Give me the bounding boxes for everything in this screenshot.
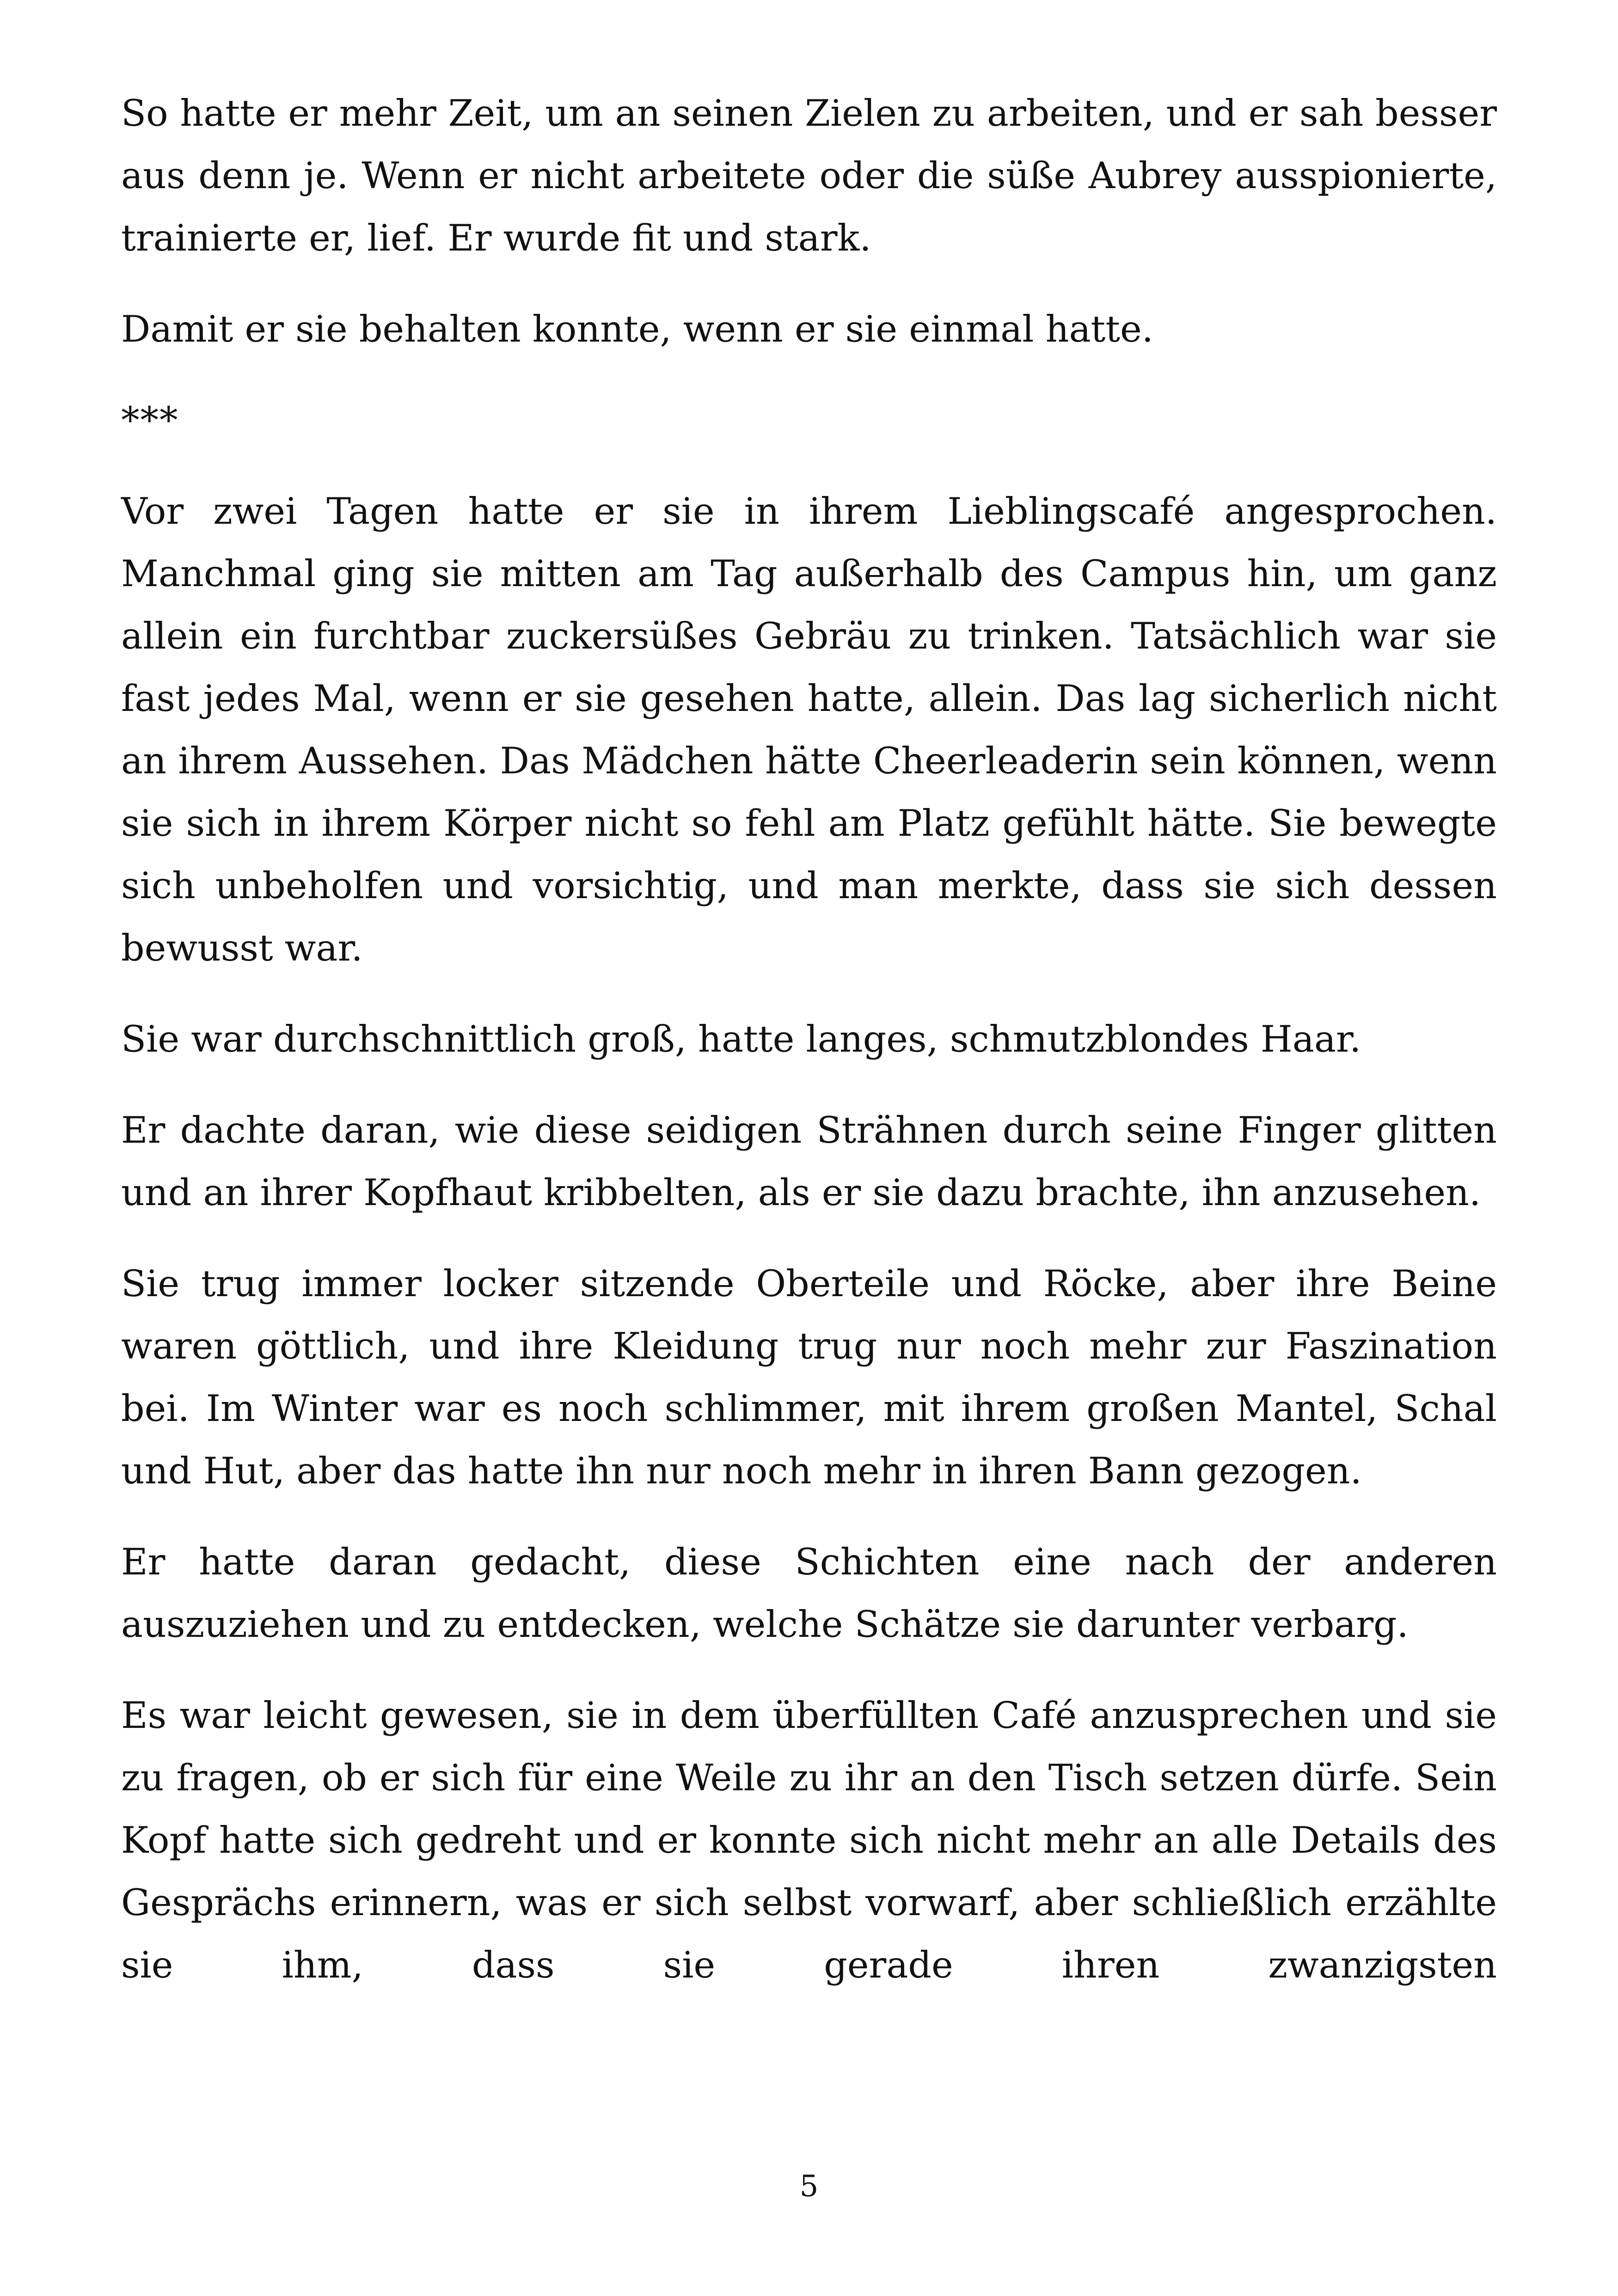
paragraph-4: Sie war durchschnittlich groß, hatte langes, schmutzblondes Haar. [121,1018,1361,1060]
page-number: 5 [799,2169,819,2204]
paragraph-1: So hatte er mehr Zeit, um an seinen Zielen zu arbeiten, und er sah besser aus denn je. Wenn er nicht arbeitete oder die süße Aubrey ausspionierte, trainierte er, lief. Er wurde fit und stark. [121,92,1497,259]
paragraph-7: Er hatte daran gedacht, diese Schichten eine nach der anderen auszuziehen und zu entdecken, welche Schätze sie darunter verbarg. [121,1541,1497,1646]
scene-separator: *** [121,399,179,441]
paragraph-6: Sie trug immer locker sitzende Oberteile und Röcke, aber ihre Beine waren göttlich, und ihre Kleidung trug nur noch mehr zur Faszination bei. Im Winter war es noch schlimmer, mit ihrem großen Mantel, Schal und Hut, aber das hatte ihn nur noch mehr in ihren Bann gezogen. [121,1262,1497,1492]
paragraph-3: Vor zwei Tagen hatte er sie in ihrem Lieblingscafé angesprochen. Manchmal ging sie mitten am Tag außerhalb des Campus hin, um ganz allein ein furchtbar zuckersüßes Gebräu zu trinken. Tatsächlich war sie fast jedes Mal, wenn er sie gesehen hatte, allein. Das lag sicherlich nicht an ihrem Aussehen. Das Mädchen hätte Cheerleaderin sein können, wenn sie sich in ihrem Körper nicht so fehl am Platz gefühlt hätte. Sie bewegte sich unbeholfen und vorsichtig, und man merkte, dass sie sich dessen bewusst war. [121,490,1497,969]
paragraph-8: Es war leicht gewesen, sie in dem überfüllten Café anzusprechen und sie zu fragen, ob er sich für eine Weile zu ihr an den Tisch setzen dürfe. Sein Kopf hatte sich gedreht und er konnte sich nicht mehr an alle Details des Gesprächs erinnern, was er sich selbst vorwarf, aber schließlich erzählte sie ihm, dass sie gerade ihren zwanzigsten [121,1694,1497,1986]
body-text [121,82,1497,2025]
paragraph-2: Damit er sie behalten konnte, wenn er sie einmal hatte. [121,308,1153,350]
paragraph-5: Er dachte daran, wie diese seidigen Strähnen durch seine Finger glitten und an ihrer Kopfhaut kribbelten, als er sie dazu brachte, ihn anzusehen. [121,1109,1497,1214]
